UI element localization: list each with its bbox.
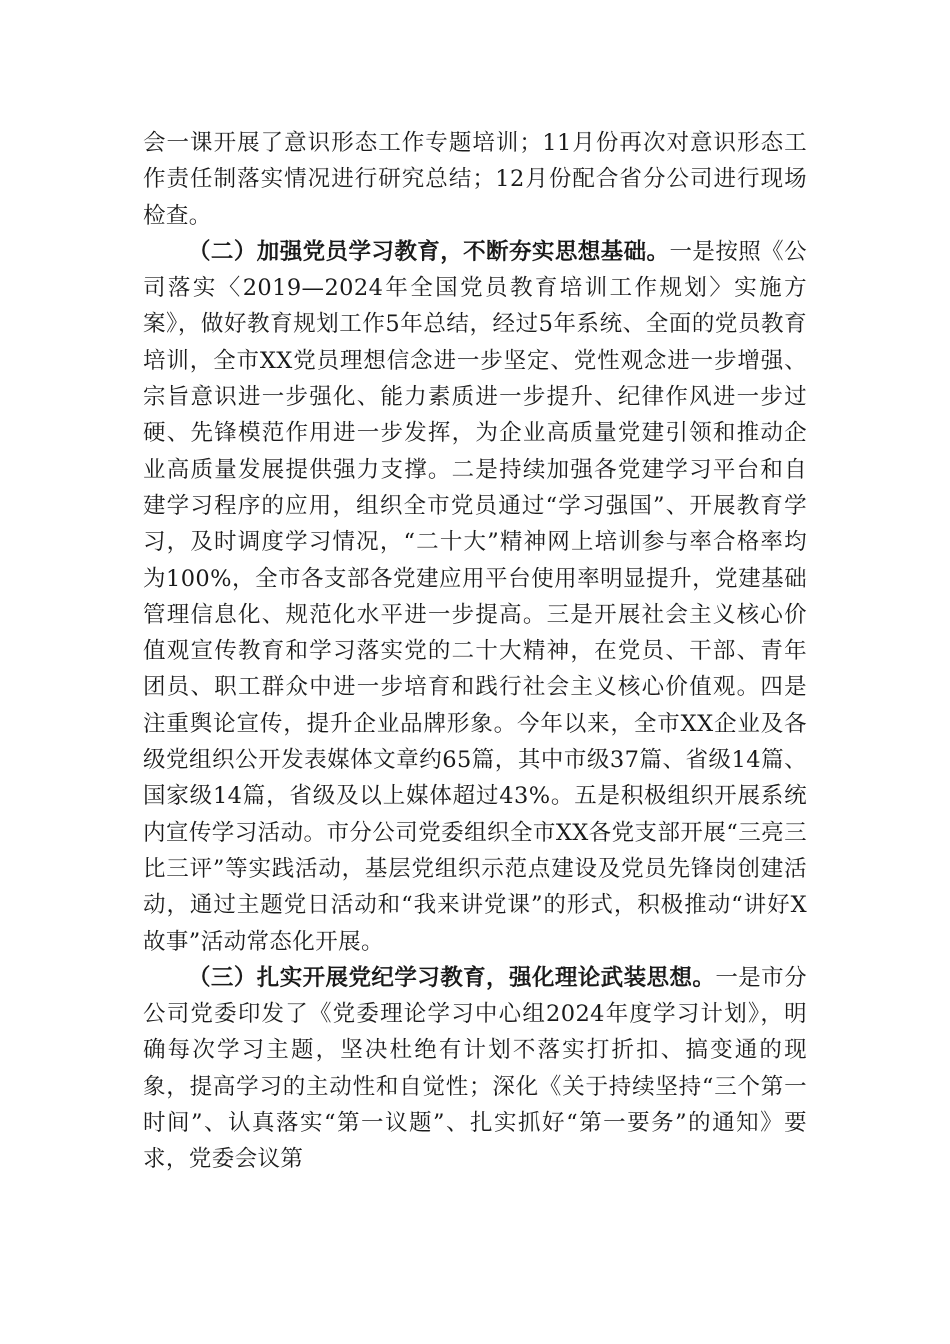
- document-body: [143, 125, 807, 1178]
- section-2-body: 一是按照《公司落实〈2019—2024年全国党员教育培训工作规划〉实施方案》，做好教育规划工作5年总结，经过5年系统、全面的党员教育培训，全市XX党员理想信念进一步坚定、党性观念进一步增强、宗旨意识进一步强化、能力素质进一步提升、纪律作风进一步过硬、先锋模范作用进一步发挥，为企业高质量党建引领和推动企业高质量发展提供强力支撑。二是持续加强各党建学习平台和自建学习程序的应用，组织全市党员通过“学习强国”、开展教育学习，及时调度学习情况，“二十大”精神网上培训参与率合格率均为100%，全市各支部各党建应用平台使用率明显提升，党建基础管理信息化、规范化水平进一步提高。三是开展社会主义核心价值观宣传教育和学习落实党的二十大精神，在党员、干部、青年团员、职工群众中进一步培育和践行社会主义核心价值观。四是注重舆论宣传，提升企业品牌形象。今年以来，全市XX企业及各级党组织公开发表媒体文章约65篇，其中市级37篇、省级14篇、国家级14篇，省级及以上媒体超过43%。五是积极组织开展系统内宣传学习活动。市分公司党委组织全市XX各党支部开展“三亮三比三评”等实践活动，基层党组织示范点建设及党员先锋岗创建活动，通过主题党日活动和“我来讲党课”的形式，积极推动“讲好X故事”活动常态化开展。: [143, 238, 808, 955]
- paragraph-section-2: [143, 234, 807, 960]
- section-3-body: 一是市分公司党委印发了《党委理论学习中心组2024年度学习计划》，明确每次学习主题，坚决杜绝有计划不落实打折扣、搞变通的现象，提高学习的主动性和自觉性；深化《关于持续坚持“三个第一时间”、认真落实“第一议题”、扎实抓好“第一要务”的通知》要求，党委会议第: [143, 964, 807, 1173]
- section-2-heading: （二）加强党员学习教育，不断夯实思想基础。: [188, 238, 670, 265]
- section-3-heading: （三）扎实开展党纪学习教育，强化理论武装思想。: [188, 964, 716, 991]
- paragraph-continued: 会一课开展了意识形态工作专题培训；11月份再次对意识形态工作责任制落实情况进行研究总结；12月份配合省分公司进行现场检查。: [143, 130, 807, 229]
- paragraph-section-3: [143, 960, 807, 1178]
